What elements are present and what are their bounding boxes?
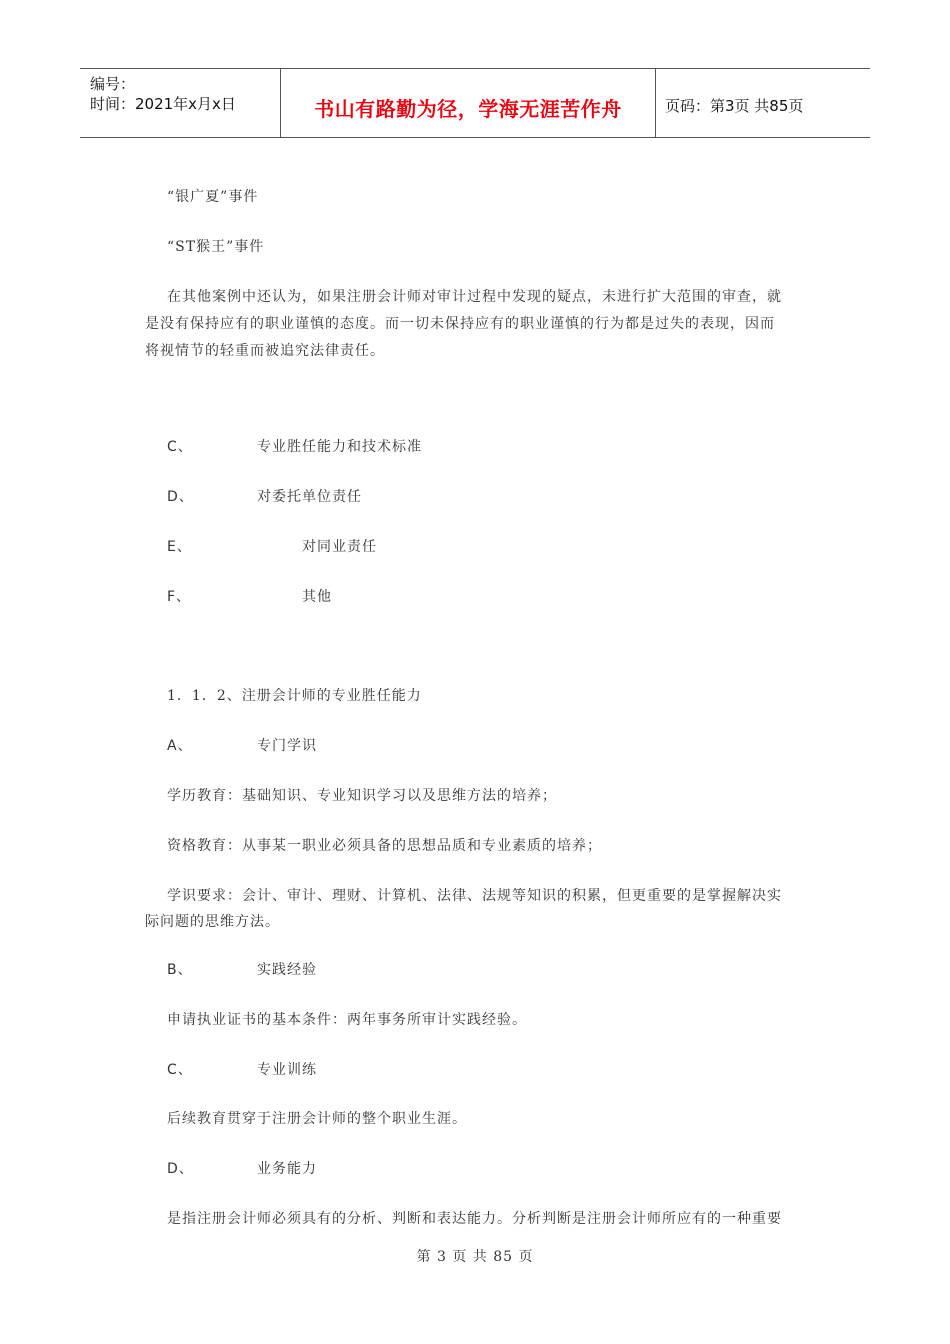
list-item-text: 其他 <box>302 589 332 605</box>
paragraph-line: 在其他案例中还认为，如果注册会计师对审计过程中发现的疑点，未进行扩大范围的审查，就 <box>167 289 782 305</box>
paragraph-line: 是没有保持应有的职业谨慎的态度。而一切未保持应有的职业谨慎的行为都是过失的表现，因而 <box>145 316 775 332</box>
paragraph-line: 申请执业证书的基本条件：两年事务所审计实践经验。 <box>167 1012 527 1028</box>
list-item-text: 专业胜任能力和技术标准 <box>257 439 422 455</box>
header-page-info: 页码：第3页 共85页 <box>665 97 804 115</box>
header-meta-cell <box>80 69 280 137</box>
subheading-text: 专门学识 <box>257 738 317 754</box>
header-motto: 书山有路勤为径，学海无涯苦作舟 <box>314 97 622 121</box>
list-item-text: 对委托单位责任 <box>257 489 362 505</box>
paragraph-line: 学历教育：基础知识、专业知识学习以及思维方法的培养； <box>167 788 557 804</box>
paragraph-line: 将视情节的轻重而被追究法律责任。 <box>145 343 385 359</box>
list-item-text: 对同业责任 <box>302 539 377 555</box>
list-letter: B、 <box>167 962 193 978</box>
paragraph-line: 资格教育：从事某一职业必须具备的思想品质和专业素质的培养； <box>167 838 602 854</box>
header-motto-cell <box>280 69 656 137</box>
list-letter: A、 <box>167 738 193 754</box>
list-letter: C、 <box>167 1062 193 1078</box>
subheading-text: 业务能力 <box>257 1161 317 1177</box>
case-st-houwang: “ST猴王”事件 <box>167 239 265 255</box>
list-letter: E、 <box>167 539 192 555</box>
list-letter: D、 <box>167 1161 194 1177</box>
list-letter: F、 <box>167 589 192 605</box>
paragraph-line: 后续教育贯穿于注册会计师的整个职业生涯。 <box>167 1111 467 1127</box>
paragraph-line: 学识要求：会计、审计、理财、计算机、法律、法规等知识的积累，但更重要的是掌握解决实 <box>167 888 782 904</box>
paragraph-line: 际问题的思维方法。 <box>145 914 280 930</box>
section-heading: 1．1．2、注册会计师的专业胜任能力 <box>167 688 422 704</box>
document-date: 时间：2021年x月x日 <box>90 95 236 113</box>
paragraph-line: 是指注册会计师必须具有的分析、判断和表达能力。分析判断是注册会计师所应有的一种重要 <box>167 1211 782 1227</box>
page-header <box>80 68 870 138</box>
subheading-text: 专业训练 <box>257 1062 317 1078</box>
list-letter: C、 <box>167 439 193 455</box>
document-number-label: 编号： <box>90 75 136 93</box>
header-page-cell <box>655 69 870 137</box>
list-letter: D、 <box>167 489 194 505</box>
page-footer: 第 3 页 共 85 页 <box>416 1249 534 1265</box>
subheading-text: 实践经验 <box>257 962 317 978</box>
case-yinguangxia: “银广夏”事件 <box>167 189 259 205</box>
